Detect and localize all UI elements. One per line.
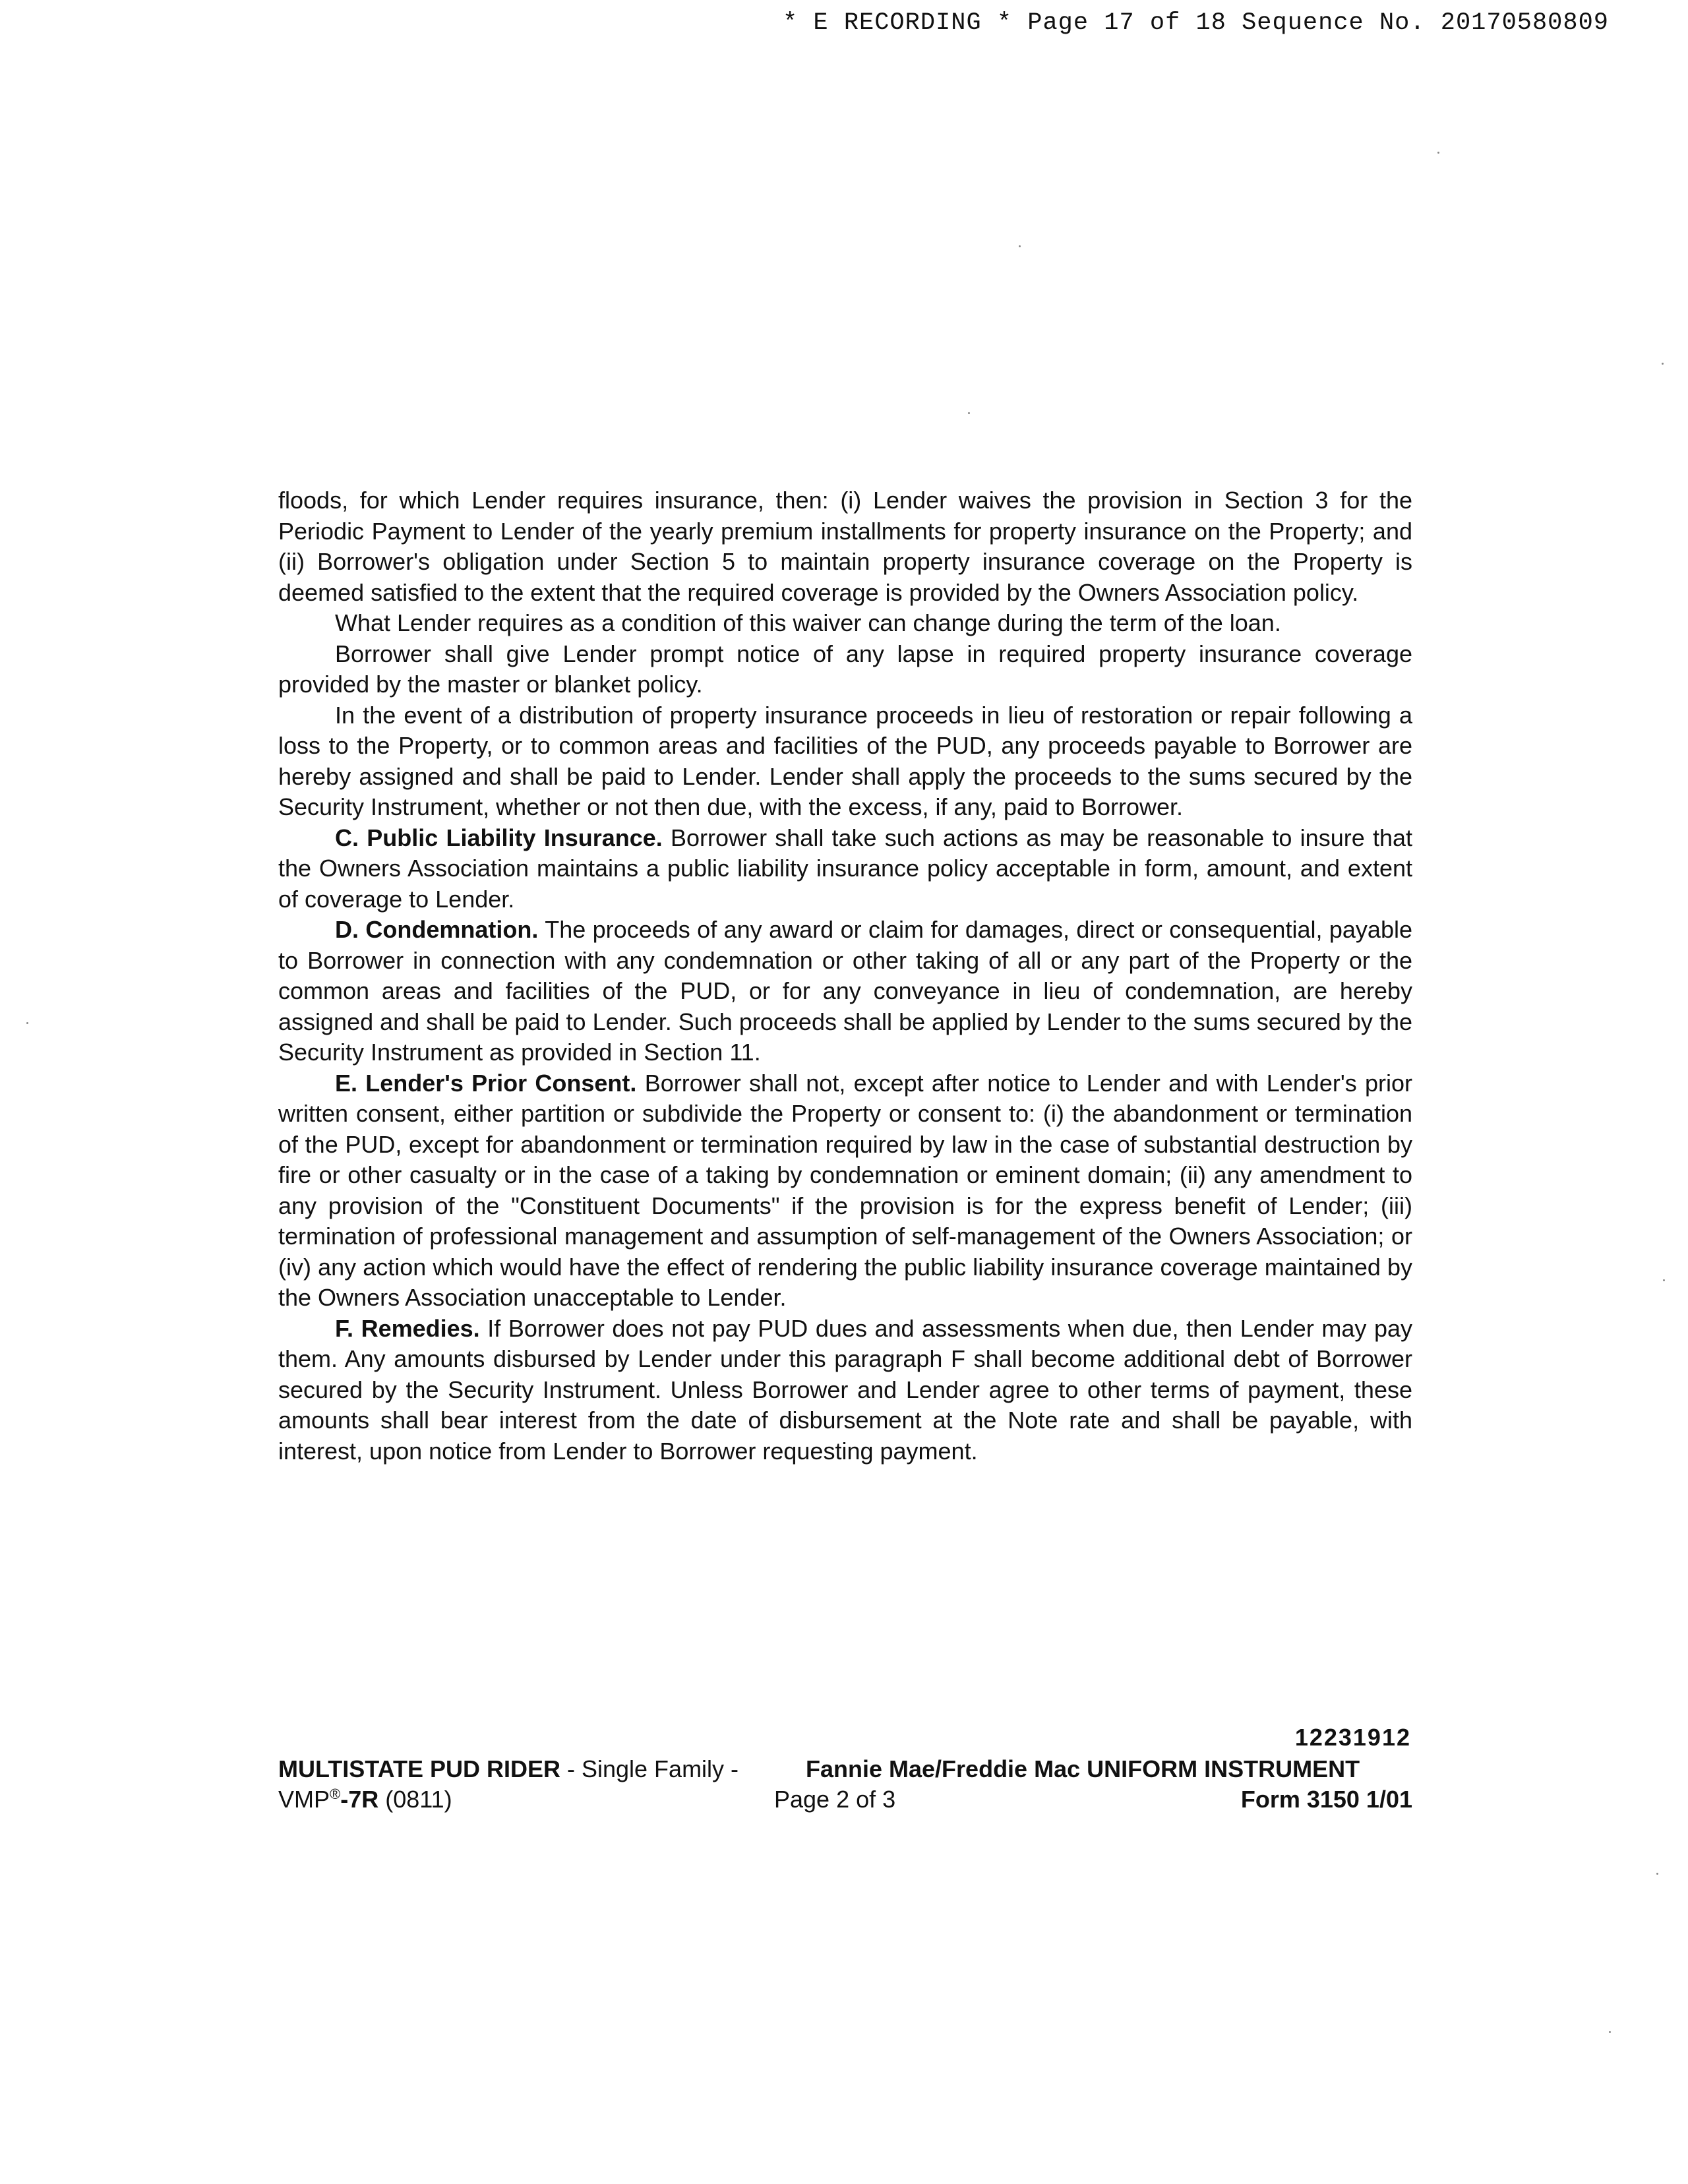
section-c	[278, 823, 1412, 915]
footer-form-line	[278, 1786, 1412, 1813]
rider-subtitle: - Single Family -	[560, 1755, 739, 1782]
section-d-text: The proceeds of any award or claim for damages, direct or consequential, payable to Borrower in connection with any condemnation or other taking of all or any part of the Property or the common areas and facilities of the PUD, or for any conveyance in lieu of condemnation, are hereby assigned and shall be paid to Lender. Such proceeds shall be applied by Lender to the sums secured by the Security Instrument as provided in Section 11.	[278, 916, 1412, 1066]
scan-speck	[26, 1022, 28, 1024]
scan-speck	[1437, 152, 1439, 154]
section-f-text: If Borrower does not pay PUD dues and assessments when due, then Lender may pay them. Any amounts disbursed by Lender under this paragraph F shall become additional debt of Borrower secured by the Security Instrument. Unless Borrower and Lender agree to other terms of payment, these amounts shall bear interest from the date of disbursement at the Note rate and shall be payable, with interest, upon notice from Lender to Borrower requesting payment.	[278, 1314, 1412, 1465]
scan-speck	[1662, 363, 1664, 365]
paragraph-waiver: What Lender requires as a condition of this waiver can change during the term of the loan.	[335, 609, 1281, 636]
paragraph-floods: floods, for which Lender requires insurance, then: (i) Lender waives the provision in Section 3 for the Periodic Payment to Lender of the yearly premium installments for property insurance on the Property; and (ii) Borrower's obligation under Section 5 to maintain property insurance coverage on the Property is deemed satisfied to the extent that the required coverage is provided by the Owners Association policy.	[278, 487, 1412, 606]
document-body	[278, 485, 1412, 1467]
section-f	[278, 1314, 1412, 1467]
section-e-heading: E. Lender's Prior Consent.	[335, 1069, 637, 1097]
section-e	[278, 1068, 1412, 1314]
scan-speck	[1019, 245, 1021, 247]
section-c-text: Borrower shall take such actions as may be reasonable to insure that the Owners Association maintains a public liability insurance policy acceptable in form, amount, and extent of coverage to Lender.	[278, 824, 1412, 913]
document-number: 12231912	[1294, 1724, 1411, 1751]
section-c-heading: C. Public Liability Insurance.	[335, 824, 663, 851]
page-number: Page 2 of 3	[774, 1786, 896, 1813]
section-d	[278, 915, 1412, 1068]
recording-header: * E RECORDING * Page 17 of 18 Sequence No. 20170580809	[783, 9, 1609, 37]
vmp-code: VMP®-7R (0811)	[278, 1786, 452, 1813]
scan-speck	[968, 412, 970, 414]
rider-title: MULTISTATE PUD RIDER	[278, 1755, 560, 1782]
footer-title-line	[278, 1755, 1412, 1783]
section-e-text: Borrower shall not, except after notice to Lender and with Lender's prior written consent, either partition or subdivide the Property or consent to: (i) the abandonment or termination of the PUD, except for abandonment or termination required by law in the case of substantial destruction by fire or other casualty or in the case of a taking by condemnation or eminent domain; (ii) any amendment to any provision of the "Constituent Documents" if the provision is for the express benefit of Lender; (iii) termination of professional management and assumption of self-management of the Owners Association; or (iv) any action which would have the effect of rendering the public liability insurance coverage maintained by the Owners Association unacceptable to Lender.	[278, 1069, 1412, 1311]
section-d-heading: D. Condemnation.	[335, 916, 539, 943]
paragraph-distribution: In the event of a distribution of property insurance proceeds in lieu of restoration or repair following a loss to the Property, or to common areas and facilities of the PUD, any proceeds payable to Borrower are hereby assigned and shall be paid to Lender. Lender shall apply the proceeds to the sums secured by the Security Instrument, whether or not then due, with the excess, if any, paid to Borrower.	[278, 701, 1412, 820]
scan-speck	[1656, 1873, 1658, 1875]
paragraph-lapse-notice: Borrower shall give Lender prompt notice of any lapse in required property insurance coverage provided by the master or blanket policy.	[278, 640, 1412, 698]
scan-speck	[1609, 2031, 1611, 2033]
section-f-heading: F. Remedies.	[335, 1314, 480, 1342]
form-number: Form 3150 1/01	[1240, 1786, 1412, 1813]
instrument-name: Fannie Mae/Freddie Mac UNIFORM INSTRUMENT	[806, 1755, 1360, 1782]
scan-speck	[1663, 1279, 1665, 1281]
